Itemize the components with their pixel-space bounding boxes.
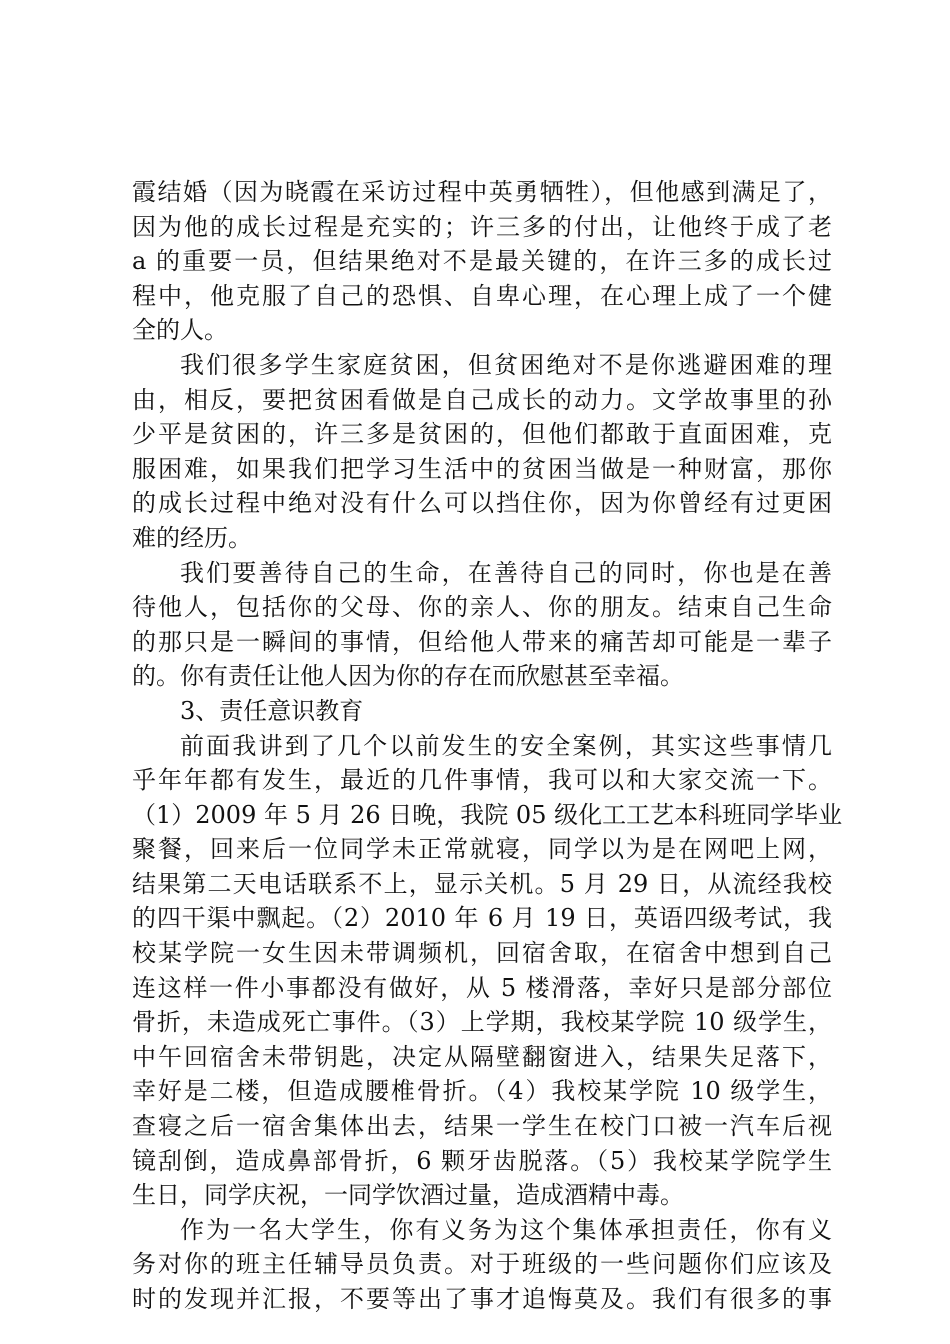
text-line: 乎年年都有发生，最近的几件事情，我可以和大家交流一下。 bbox=[132, 766, 832, 795]
text-line: 霞结婚（因为晓霞在采访过程中英勇牺牲），但他感到满足了， bbox=[132, 178, 832, 206]
text-line: 时的发现并汇报，不要等出了事才追悔莫及。我们有很多的事 bbox=[132, 1285, 832, 1313]
text-line: 全的人。 bbox=[132, 316, 228, 345]
text-line: a 的重要一员，但结果绝对不是最关键的，在许三多的成长过 bbox=[132, 247, 832, 276]
text-line: 前面我讲到了几个以前发生的安全案例，其实这些事情几 bbox=[180, 731, 832, 760]
text-line: 由，相反，要把贫困看做是自己成长的动力。文学故事里的孙 bbox=[132, 385, 832, 414]
text-line: 镜刮倒，造成鼻部骨折，6 颗牙齿脱落。（5）我校某学院学生 bbox=[132, 1146, 832, 1175]
text-line: 服困难，如果我们把学习生活中的贫困当做是一种财富，那你 bbox=[132, 454, 832, 483]
text-line: 待他人，包括你的父母、你的亲人、你的朋友。结束自己生命 bbox=[132, 593, 832, 622]
text-line: 难的经历。 bbox=[132, 523, 252, 552]
text-line: 因为他的成长过程是充实的；许三多的付出，让他终于成了老 bbox=[132, 212, 832, 241]
text-line: 务对你的班主任辅导员负责。对于班级的一些问题你们应该及 bbox=[132, 1250, 832, 1279]
text-line: 校某学院一女生因未带调频机，回宿舍取，在宿舍中想到自己 bbox=[132, 939, 832, 968]
text-line: 我们很多学生家庭贫困，但贫困绝对不是你逃避困难的理 bbox=[180, 350, 832, 379]
text-line: 结果第二天电话联系不上，显示关机。5 月 29 日，从流经我校 bbox=[132, 869, 832, 898]
text-line: 骨折，未造成死亡事件。（3）上学期，我校某学院 10 级学生， bbox=[132, 1008, 832, 1037]
text-line: 的。你有责任让他人因为你的存在而欣慰甚至幸福。 bbox=[132, 662, 684, 691]
document-body bbox=[132, 175, 843, 1317]
text-line: 我们要善待自己的生命，在善待自己的同时，你也是在善 bbox=[180, 558, 832, 587]
text-line: （1）2009 年 5 月 26 日晚，我院 05 级化工工艺本科班同学毕业 bbox=[132, 800, 843, 829]
text-line: 生日，同学庆祝，一同学饮酒过量，造成酒精中毒。 bbox=[132, 1181, 684, 1210]
text-line: 程中，他克服了自己的恐惧、自卑心理，在心理上成了一个健 bbox=[132, 281, 832, 310]
text-line: 查寝之后一宿舍集体出去，结果一学生在校门口被一汽车后视 bbox=[132, 1112, 832, 1141]
text-line: 的成长过程中绝对没有什么可以挡住你，因为你曾经有过更困 bbox=[132, 489, 832, 518]
text-line: 少平是贫困的，许三多是贫困的，但他们都敢于直面困难，克 bbox=[132, 420, 832, 449]
text-line: 3、责任意识教育 bbox=[180, 696, 364, 725]
text-line: 作为一名大学生，你有义务为这个集体承担责任，你有义 bbox=[180, 1215, 832, 1244]
text-line: 幸好是二楼，但造成腰椎骨折。（4）我校某学院 10 级学生， bbox=[132, 1077, 832, 1106]
text-line: 的四干渠中飘起。（2）2010 年 6 月 19 日，英语四级考试，我 bbox=[132, 904, 832, 933]
text-line: 聚餐，回来后一位同学未正常就寝，同学以为是在网吧上网， bbox=[132, 835, 832, 864]
text-line: 连这样一件小事都没有做好，从 5 楼滑落，幸好只是部分部位 bbox=[132, 973, 832, 1002]
text-line: 中午回宿舍未带钥匙，决定从隔壁翻窗进入，结果失足落下， bbox=[132, 1042, 832, 1071]
text-line: 的那只是一瞬间的事情，但给他人带来的痛苦却可能是一辈子 bbox=[132, 627, 832, 656]
